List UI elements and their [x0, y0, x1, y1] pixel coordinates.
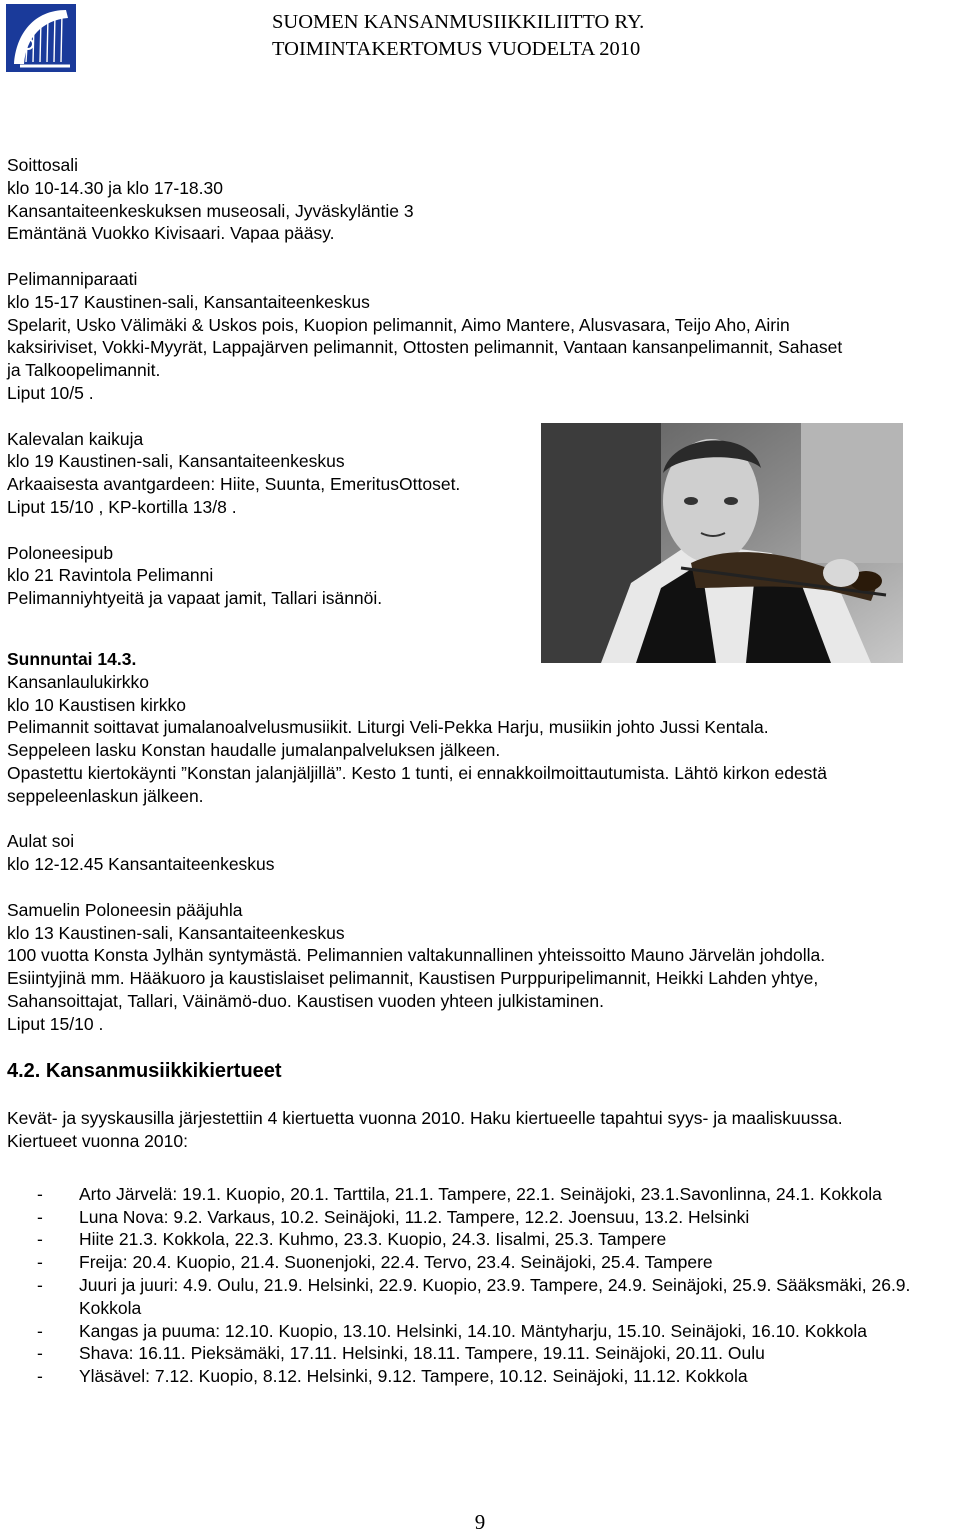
tour-text: Freija: 20.4. Kuopio, 21.4. Suonenjoki, 22.4. Tervo, 23.4. Seinäjoki, 25.4. Tampere — [79, 1252, 713, 1273]
tours-intro — [7, 1107, 955, 1153]
organization-logo — [6, 4, 76, 72]
intro-line: Kiertueet vuonna 2010: — [7, 1131, 188, 1152]
list-dash: - — [37, 1206, 43, 1227]
day-heading: Sunnuntai 14.3. — [7, 648, 137, 669]
event-title: Aulat soi — [7, 831, 75, 852]
event-line: 100 vuotta Konsta Jylhän syntymästä. Pelimannien valtakunnallinen yhteissoitto Mauno Järvelän johdolla. — [7, 945, 826, 966]
event-line: Liput 15/10 . — [7, 1013, 104, 1034]
section-heading: 4.2. Kansanmusiikkikiertueet — [7, 1060, 282, 1083]
list-item — [7, 1251, 955, 1274]
list-dash: - — [37, 1366, 43, 1387]
page-content — [7, 154, 955, 1388]
event-title: Pelimanniparaati — [7, 268, 138, 289]
event-title: Soittosali — [7, 155, 79, 175]
event-line: Arkaaisesta avantgardeen: Hiite, Suunta, EmeritusOttoset. — [7, 474, 461, 495]
list-dash: - — [37, 1275, 43, 1296]
event-line: Liput 15/10 , KP-kortilla 13/8 . — [7, 496, 237, 517]
event-title: Kansanlaulukirkko — [7, 671, 150, 692]
document-header — [272, 9, 732, 63]
list-dash: - — [37, 1320, 43, 1341]
event-line: kaksiriviset, Vokki-Myyrät, Lappajärven pelimannit, Ottosten pelimannit, Vantaan kansanpelimannit, Sahaset — [7, 337, 843, 358]
tour-text: Hiite 21.3. Kokkola, 22.3. Kuhmo, 23.3. Kuopio, 24.3. Iisalmi, 25.3. Tampere — [79, 1229, 667, 1250]
event-line: Seppeleen lasku Konstan haudalle jumalanpalveluksen jälkeen. — [7, 740, 501, 761]
event-line: klo 12-12.45 Kansantaiteenkeskus — [7, 854, 275, 875]
event-line: klo 19 Kaustinen-sali, Kansantaiteenkeskus — [7, 451, 345, 472]
event-line: klo 13 Kaustinen-sali, Kansantaiteenkeskus — [7, 922, 345, 943]
event-title: Poloneesipub — [7, 542, 114, 563]
list-item — [7, 1365, 955, 1388]
event-soittosali — [7, 154, 955, 245]
list-item — [7, 1183, 955, 1206]
event-title: Samuelin Poloneesin pääjuhla — [7, 899, 243, 920]
event-line: Liput 10/5 . — [7, 382, 94, 403]
sunday-section — [7, 648, 955, 808]
page-number: 9 — [474, 1510, 486, 1534]
tour-list — [7, 1183, 955, 1388]
event-line: klo 10 Kaustisen kirkko — [7, 694, 186, 715]
event-aulat-soi — [7, 830, 955, 876]
tour-text: Yläsävel: 7.12. Kuopio, 8.12. Helsinki, 9.12. Tampere, 10.12. Seinäjoki, 11.12. Kokkola — [79, 1366, 748, 1387]
event-poloneesipub — [7, 542, 955, 610]
event-line: klo 10-14.30 ja klo 17-18.30 — [7, 177, 223, 198]
list-item — [7, 1228, 955, 1251]
event-samuelin-poloneesi — [7, 899, 955, 1036]
list-dash: - — [37, 1229, 43, 1250]
list-item — [7, 1274, 955, 1320]
event-line: Kansantaiteenkeskuksen museosali, Jyväskyläntie 3 — [7, 200, 414, 221]
intro-line: Kevät- ja syyskausilla järjestettiin 4 kiertuetta vuonna 2010. Haku kiertueelle tapahtui syys- ja maaliskuussa. — [7, 1108, 843, 1129]
list-item — [7, 1320, 955, 1343]
event-line: Sahansoittajat, Tallari, Väinämö-duo. Kaustisen vuoden yhteen julkistaminen. — [7, 990, 604, 1011]
tour-text: Kangas ja puuma: 12.10. Kuopio, 13.10. Helsinki, 14.10. Mäntyharju, 15.10. Seinäjoki, 16.10. Kokkola — [79, 1320, 868, 1341]
list-item — [7, 1206, 955, 1229]
header-organization: SUOMEN KANSANMUSIIKKILIITTO RY. — [272, 11, 645, 33]
event-line: seppeleenlaskun jälkeen. — [7, 785, 204, 806]
event-line: Emäntänä Vuokko Kivisaari. Vapaa pääsy. — [7, 223, 335, 244]
event-line: ja Talkoopelimannit. — [7, 360, 161, 381]
list-dash: - — [37, 1183, 43, 1204]
event-line: Pelimannit soittavat jumalanoalvelusmusiikit. Liturgi Veli-Pekka Harju, musiikin johto Jussi Kentala. — [7, 717, 769, 738]
event-title: Kalevalan kaikuja — [7, 428, 144, 449]
list-item — [7, 1342, 955, 1365]
event-line: klo 15-17 Kaustinen-sali, Kansantaiteenkeskus — [7, 291, 370, 312]
event-pelimanniparaati — [7, 268, 955, 405]
event-line: Pelimanniyhtyeitä ja vapaat jamit, Tallari isännöi. — [7, 588, 383, 609]
tour-text: Luna Nova: 9.2. Varkaus, 10.2. Seinäjoki, 11.2. Tampere, 12.2. Joensuu, 13.2. Helsinki — [79, 1206, 750, 1227]
list-dash: - — [37, 1252, 43, 1273]
list-dash: - — [37, 1343, 43, 1364]
tour-text: Arto Järvelä: 19.1. Kuopio, 20.1. Tarttila, 21.1. Tampere, 22.1. Seinäjoki, 23.1.Savonlinna, 24.1. Kokkola — [79, 1183, 882, 1204]
tour-text: Shava: 16.11. Pieksämäki, 17.11. Helsinki, 18.11. Tampere, 19.11. Seinäjoki, 20.11. Oulu — [79, 1343, 765, 1364]
event-line: klo 21 Ravintola Pelimanni — [7, 565, 214, 586]
tour-text: Juuri ja juuri: 4.9. Oulu, 21.9. Helsinki, 22.9. Kuopio, 23.9. Tampere, 24.9. Seinäjoki, 25.9. Sääksmäki, 26.9. Kokkola — [79, 1275, 911, 1318]
event-kalevalan-kaikuja — [7, 428, 955, 519]
event-line: Spelarit, Usko Välimäki & Uskos pois, Kuopion pelimannit, Aimo Mantere, Alusvasara, Teijo Aho, Airin — [7, 314, 790, 335]
event-line: Opastettu kiertokäynti ”Konstan jalanjäljillä”. Kesto 1 tunti, ei ennakkoilmoittautumista. Lähtö kirkon edestä — [7, 762, 828, 783]
event-line: Esiintyjinä mm. Hääkuoro ja kaustislaiset pelimannit, Kaustisen Purppuripelimannit, Heikki Lahden yhtye, — [7, 968, 819, 989]
header-report-title: TOIMINTAKERTOMUS VUODELTA 2010 — [272, 38, 641, 60]
